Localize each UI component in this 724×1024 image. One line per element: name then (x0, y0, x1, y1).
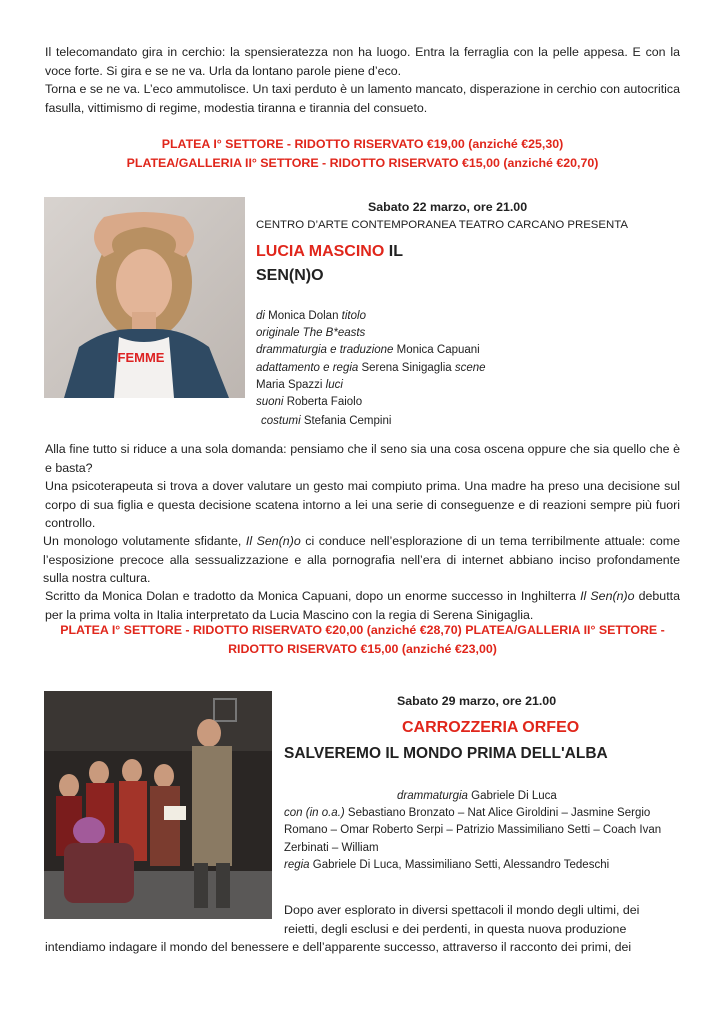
show2-title: SALVEREMO IL MONDO PRIMA DELL'ALBA (284, 745, 608, 762)
stage-image (44, 691, 272, 919)
show1-credits (256, 308, 516, 430)
show1-description (45, 440, 680, 533)
credit-line: Maria Spazzi luci (256, 378, 343, 391)
show1-title-senno: SEN(N)O (256, 267, 324, 284)
show2-company: CARROZZERIA ORFEO (402, 719, 580, 736)
show1-paragraph-4: Scritto da Monica Dolan e tradotto da Monica Capuani, dopo un enorme successo in Inghilterra Il Sen(n)o debutta per la prima volta in Italia interpretato da Lucia Mascino con la regia di Serena Sinigaglia. (45, 589, 680, 622)
carrozzeria-orfeo-photo (44, 691, 272, 919)
show1-date: Sabato 22 marzo, ore 21.00 (368, 200, 528, 214)
credit-line: drammaturgia e traduzione Monica Capuani (256, 344, 480, 357)
show1-paragraph-1: Alla fine tutto si riduce a una sola domanda: pensiamo che il seno sia una cosa oscena oppure che sia quello che è e basta? (45, 442, 680, 475)
show2-line-1: Dopo aver esplorato in diversi spettacoli il mondo degli ultimi, dei (284, 903, 640, 917)
credit-line: di Monica Dolan titolo (256, 310, 366, 322)
credit-line: Zerbinati – William (284, 841, 379, 854)
show2-credits (284, 788, 694, 874)
intro-text (45, 43, 680, 117)
credit-line: adattamento e regia Serena Sinigaglia scene (256, 361, 486, 374)
credit-line: costumi Stefania Cempini (261, 415, 392, 428)
show1-presenter: CENTRO D’ARTE CONTEMPORANEA TEATRO CARCANO PRESENTA (256, 219, 628, 231)
credit-line: regia Gabriele Di Luca, Massimiliano Setti, Alessandro Tedeschi (284, 858, 610, 871)
show1-title-il: IL (384, 243, 403, 260)
show1-paragraph-3: Un monologo volutamente sfidante, Il Sen(n)o ci conduce nell’esplorazione di un tema terribilmente attuale: come l’esposizione precoce alla sessualizzazione e alla pornografia nell’era di internet abbiano inciso profondamente sulla nostra cultura. (43, 534, 680, 585)
show2-line-3: intendiamo indagare il mondo del benessere e dell’apparente successo, attraverso il racconto dei primi, dei (45, 940, 632, 954)
lucia-mascino-photo (44, 197, 245, 398)
price-block-1 (45, 135, 680, 172)
credit-line: Romano – Omar Roberto Serpi – Patrizio Massimiliano Setti – Coach Ivan (284, 824, 662, 837)
price-line-galleria: PLATEA/GALLERIA II° SETTORE - RIDOTTO RISERVATO €15,00 (anziché €20,70) (126, 155, 599, 170)
show2-line-2: reietti, degli esclusi e dei perdenti, in questa nuova produzione (284, 921, 627, 936)
intro-paragraph-1: Il telecomandato gira in cerchio: la spensieratezza non ha luogo. Entra la ferraglia con la pelle appesa. E con la voce forte. Si gira e se ne va. Urla da lontano parole piene d’eco. (45, 45, 680, 78)
credit-line: suoni Roberta Faiolo (256, 396, 363, 409)
show1-paragraph-2: Una psicoterapeuta si trova a dover valutare un gesto mai compiuto prima. Una madre ha preso una decisione sul corpo di sua figlia e questa decisione scatena intorno a lei una serie di conseguenze e di reazioni sempre più fuori controllo. (45, 479, 680, 530)
show2-description (284, 901, 680, 938)
price-line-platea: PLATEA I° SETTORE - RIDOTTO RISERVATO €19,00 (anziché €25,30) (161, 137, 564, 151)
show2-date: Sabato 29 marzo, ore 21.00 (397, 694, 557, 708)
shirt-text: FEMME (117, 350, 165, 365)
credit-line: drammaturgia Gabriele Di Luca (397, 790, 557, 802)
portrait-image (44, 197, 245, 398)
credit-line: con (in o.a.) Sebastiano Bronzato – Nat Alice Giroldini – Jasmine Sergio (284, 807, 651, 820)
show1-title (256, 240, 403, 288)
price-block-2 (45, 621, 680, 658)
intro-paragraph-2: Torna e se ne va. L’eco ammutolisce. Un taxi perduto è un lamento mancato, disperazione in cerchio con autocritica fasulla, vittimismo di regime, modestia tiranna e tirannia del consueto. (45, 82, 680, 115)
price-line-2: RIDOTTO RISERVATO €15,00 (anziché €23,00) (228, 641, 497, 656)
show1-title-artist: LUCIA MASCINO (256, 243, 385, 260)
price-line-1: PLATEA I° SETTORE - RIDOTTO RISERVATO €20,00 (anziché €28,70) PLATEA/GALLERIA II° SETTORE - (60, 623, 665, 637)
credit-line: originale The B*easts (256, 327, 366, 340)
